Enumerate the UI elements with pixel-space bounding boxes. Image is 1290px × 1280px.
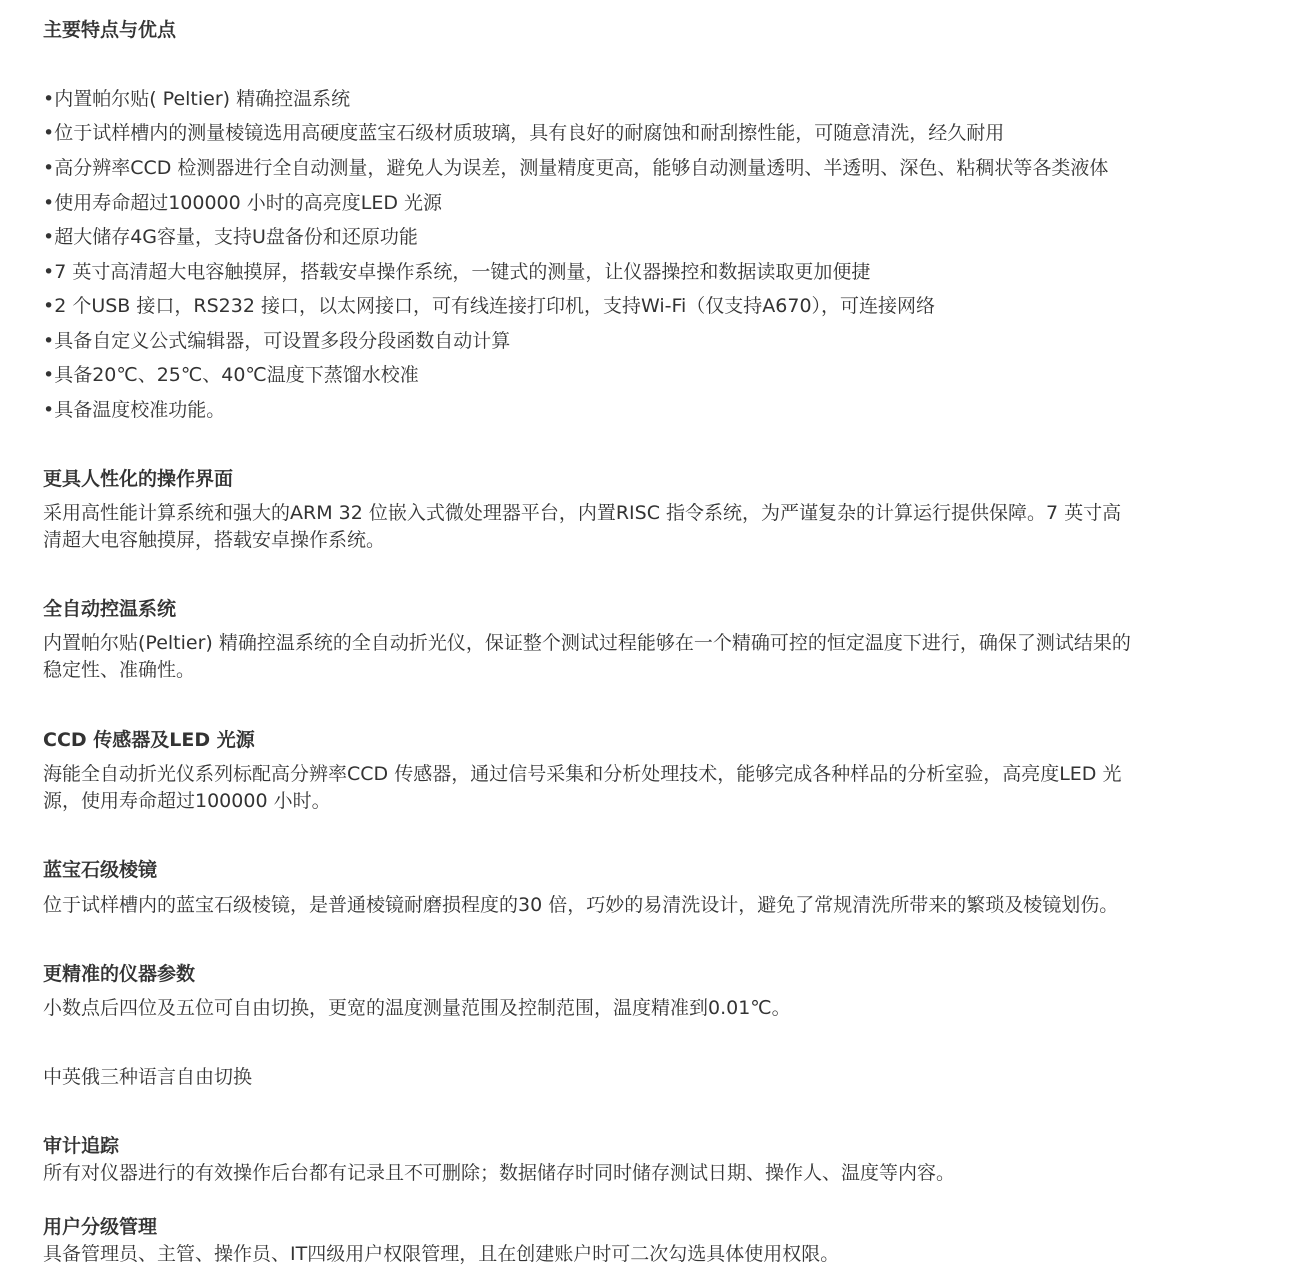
- feature-item: •2 个USB 接口，RS232 接口，以太网接口，可有线连接打印机，支持Wi-Fi（仅支持A670），可连接网络: [43, 295, 936, 317]
- section-body-line: 清超大电容触摸屏，搭载安卓操作系统。: [43, 529, 386, 551]
- feature-item: •具备自定义公式编辑器，可设置多段分段函数自动计算: [43, 330, 511, 352]
- language-switch-text: 中英俄三种语言自由切换: [43, 1066, 253, 1088]
- section-body-line: 海能全自动折光仪系列标配高分辨率CCD 传感器，通过信号采集和分析处理技术，能够完成各种样品的分析室验，高亮度LED 光: [43, 763, 1122, 785]
- feature-item: •位于试样槽内的测量棱镜选用高硬度蓝宝石级材质玻璃，具有良好的耐腐蚀和耐刮擦性能，可随意清洗，经久耐用: [43, 122, 1005, 144]
- feature-item: •7 英寸高清超大电容触摸屏，搭载安卓操作系统，一键式的测量，让仪器操控和数据读取更加便捷: [43, 261, 871, 283]
- feature-item: •使用寿命超过100000 小时的高亮度LED 光源: [43, 192, 443, 214]
- section-heading-user-levels: 用户分级管理: [43, 1216, 158, 1238]
- section-body-line: 稳定性、准确性。: [43, 659, 196, 681]
- section-heading-temp-control: 全自动控温系统: [43, 598, 177, 620]
- feature-item: •具备20℃、25℃、40℃温度下蒸馏水校准: [43, 364, 419, 386]
- feature-item: •具备温度校准功能。: [43, 399, 226, 421]
- feature-item: •超大储存4G容量，支持U盘备份和还原功能: [43, 226, 418, 248]
- section-heading-audit-trail: 审计追踪: [43, 1135, 120, 1157]
- section-body-line: 位于试样槽内的蓝宝石级棱镜，是普通棱镜耐磨损程度的30 倍，巧妙的易清洗设计，避免了常规清洗所带来的繁琐及棱镜划伤。: [43, 894, 1119, 916]
- section-heading-ccd-led: CCD 传感器及LED 光源: [43, 729, 255, 751]
- section-body-line: 所有对仪器进行的有效操作后台都有记录且不可删除；数据储存时同时储存测试日期、操作人、温度等内容。: [43, 1162, 956, 1184]
- section-body-line: 采用高性能计算系统和强大的ARM 32 位嵌入式微处理器平台，内置RISC 指令系统，为严谨复杂的计算运行提供保障。7 英寸高: [43, 502, 1122, 524]
- section-heading-parameters: 更精准的仪器参数: [43, 963, 196, 985]
- section-body-line: 源，使用寿命超过100000 小时。: [43, 790, 331, 812]
- section-body-line: 具备管理员、主管、操作员、IT四级用户权限管理，且在创建账户时可二次勾选具体使用权限。: [43, 1243, 840, 1265]
- section-heading-prism: 蓝宝石级棱镜: [43, 859, 158, 881]
- section-body-line: 小数点后四位及五位可自由切换，更宽的温度测量范围及控制范围，温度精准到0.01℃。: [43, 997, 791, 1019]
- section-body-line: 内置帕尔贴(Peltier) 精确控温系统的全自动折光仪，保证整个测试过程能够在一个精确可控的恒定温度下进行，确保了测试结果的: [43, 632, 1131, 654]
- feature-item: •内置帕尔贴( Peltier) 精确控温系统: [43, 88, 351, 110]
- features-heading: 主要特点与优点: [43, 19, 177, 41]
- feature-item: •高分辨率CCD 检测器进行全自动测量，避免人为误差，测量精度更高，能够自动测量透明、半透明、深色、粘稠状等各类液体: [43, 157, 1109, 179]
- section-heading-ui: 更具人性化的操作界面: [43, 468, 234, 490]
